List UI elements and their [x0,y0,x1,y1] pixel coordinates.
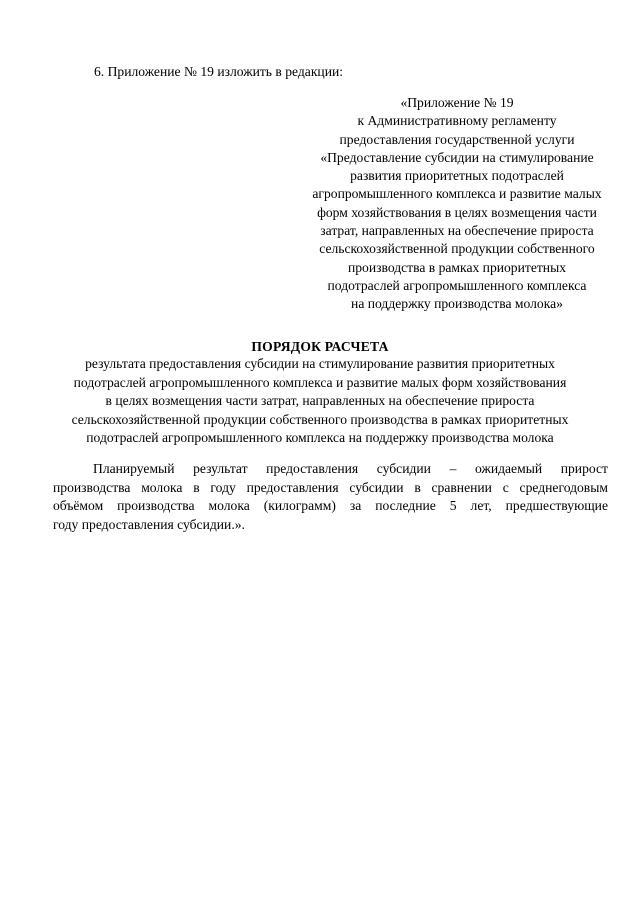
paragraph-word: последние [375,498,436,514]
appendix-header-line: на поддержку производства молока» [351,296,563,312]
paragraph-word: ожидаемый [474,461,543,476]
appendix-header-line: сельскохозяйственной продукции собственного [319,241,595,257]
order-subtitle-line: подотраслей агропромышленного комплекса и развитие малых форм хозяйствования [73,374,567,390]
paragraph-word: лет, [470,498,492,514]
intro-line: 6. Приложение № 19 изложить в редакции: [94,64,344,79]
paragraph-line [53,460,608,479]
paragraph-word: за [349,498,362,514]
appendix-header-line: форм хозяйствования в целях возмещения части [317,204,597,220]
paragraph-word: году предоставления субсидии.». [53,516,245,532]
appendix-header [292,94,622,314]
paragraph-line [53,516,608,535]
paragraph-word: субсидии [376,461,431,476]
paragraph-word: молока [208,498,250,514]
appendix-header-line: развития приоритетных подотраслей [350,168,564,184]
appendix-header-line: агропромышленного комплекса и развитие малых [312,186,602,202]
paragraph-word: производства [117,498,195,514]
paragraph-word: предоставления [246,479,339,495]
paragraph-word: молока [141,479,183,495]
appendix-header-line: предоставления государственной услуги [339,131,575,147]
paragraph-line [53,497,608,516]
appendix-header-line: «Предоставление субсидии на стимулирование [320,149,594,165]
paragraph-word: среднегодовым [519,479,608,495]
paragraph-word: с [502,479,509,495]
appendix-header-line: затрат, направленных на обеспечение прироста [320,223,594,239]
order-subtitle-line: сельскохозяйственной продукции собственного производства в рамках приоритетных [71,411,569,427]
paragraph-word: объёмом [53,498,104,514]
paragraph-word: году [210,479,236,495]
paragraph-word: прирост [560,461,608,476]
appendix-header-line: производства в рамках приоритетных [347,259,567,275]
paragraph-word: Планируемый [93,461,175,476]
paragraph-word: предшествующие [505,498,608,514]
paragraph-word: 5 [449,498,457,514]
paragraph-word: (килограмм) [263,498,336,514]
appendix-header-line: подотраслей агропромышленного комплекса [327,277,587,293]
paragraph-word: предоставления [266,461,359,476]
result-paragraph [53,460,608,534]
paragraph-word: в [193,479,200,495]
paragraph-line [53,479,608,498]
order-subtitle-line: результата предоставления субсидии на стимулирование развития приоритетных [85,356,555,371]
paragraph-word: производства [53,479,131,495]
order-title: ПОРЯДОК РАСЧЕТА [251,339,389,354]
order-subtitle-line: в целях возмещения части затрат, направленных на обеспечение прироста [105,393,535,408]
appendix-header-line: «Приложение № 19 [400,95,514,110]
order-subtitle [40,355,600,448]
order-subtitle-line: подотраслей агропромышленного комплекса на поддержку производства молока [86,430,554,445]
appendix-header-line: к Административному регламенту [357,113,557,129]
paragraph-word: в [414,479,421,495]
paragraph-word: сравнении [431,479,492,495]
paragraph-word: результат [193,461,248,476]
paragraph-word: субсидии [349,479,404,495]
paragraph-word: – [449,461,457,476]
